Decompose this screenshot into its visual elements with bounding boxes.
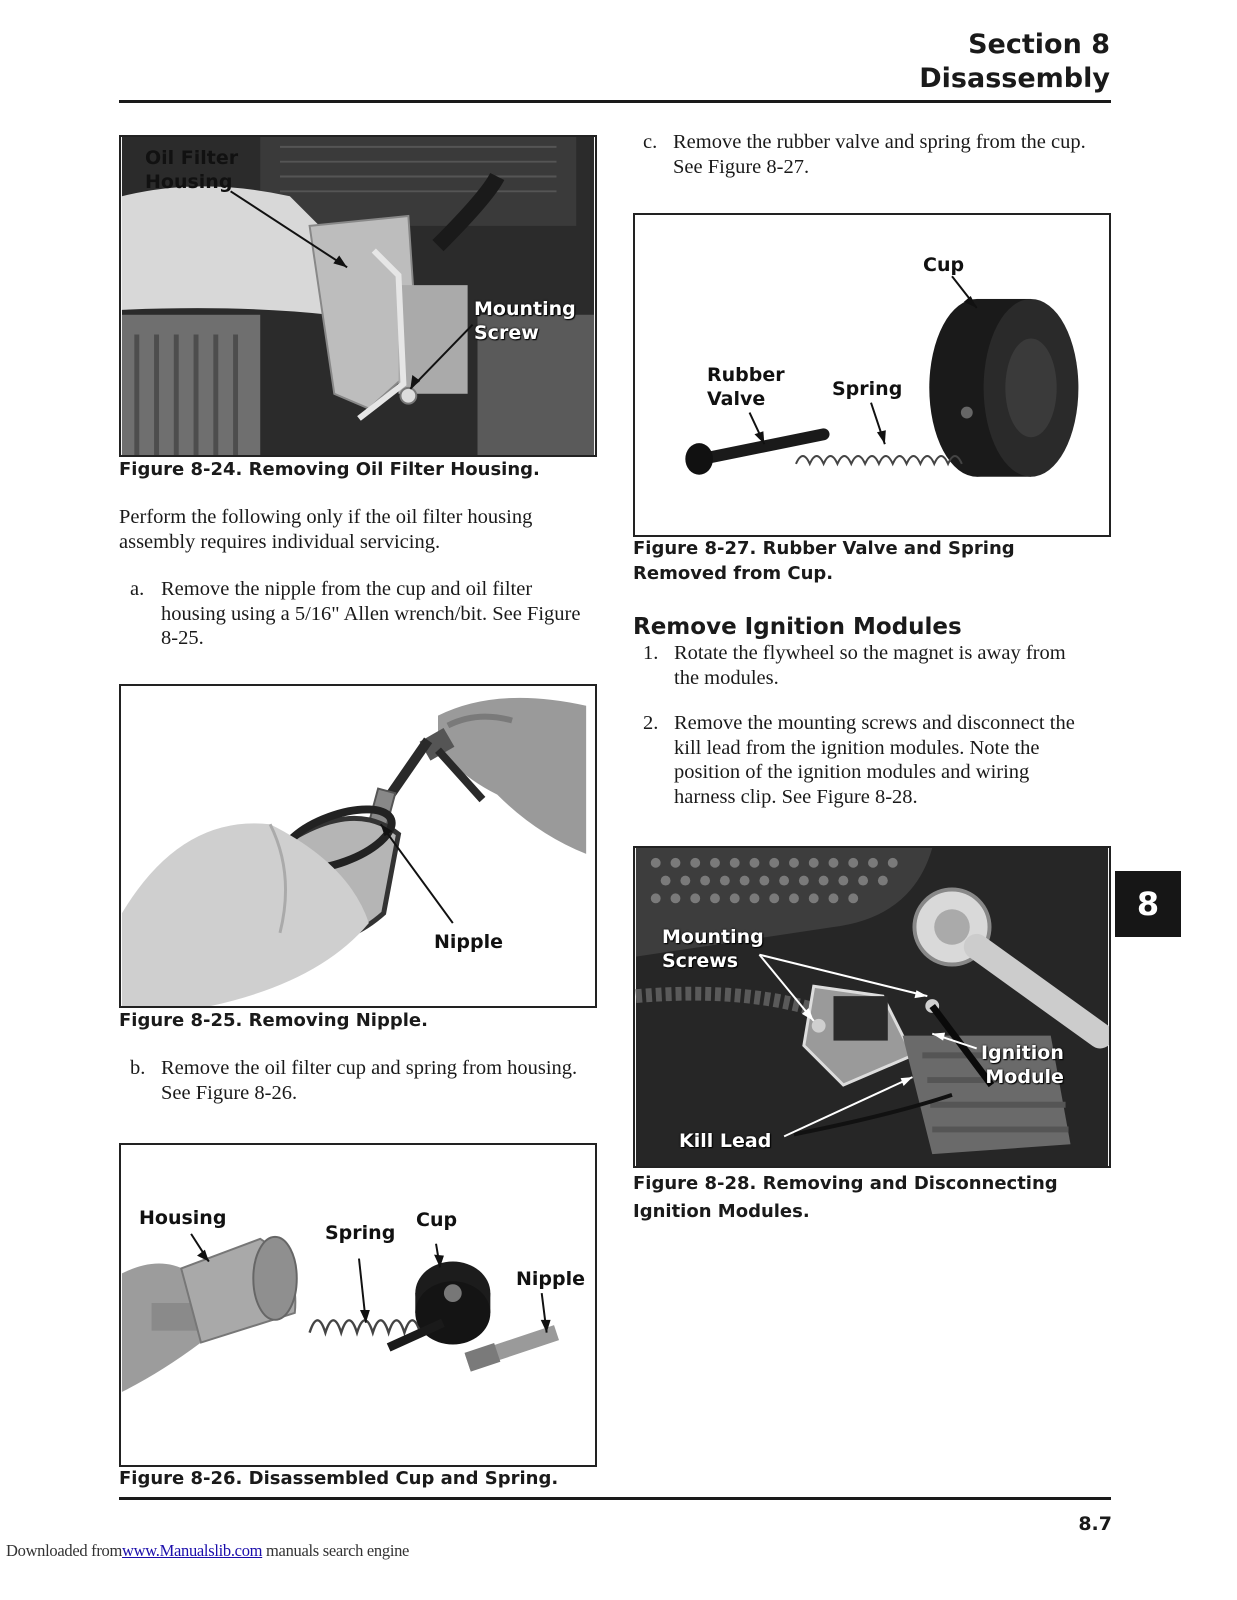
caption-figure-8-24: Figure 8-24. Removing Oil Filter Housing. <box>119 459 540 480</box>
label-cup: Cup <box>923 254 965 276</box>
footer-rule <box>119 1497 1111 1500</box>
header-rule <box>119 100 1111 103</box>
step-2-marker: 2. <box>643 712 659 734</box>
step-a-text: Remove the nipple from the cup and oil filter housing using a 5/16" Allen wrench/bit. See Figure 8-25. <box>161 578 581 649</box>
step-1-marker: 1. <box>643 642 659 664</box>
footer-prefix: Downloaded from <box>6 1541 123 1560</box>
caption-figure-8-27: Figure 8-27. Rubber Valve and Spring Removed from Cup. <box>633 538 1015 584</box>
label-mounting-screw: Mounting Screw <box>474 298 576 344</box>
label-ignition-module: Ignition Module <box>981 1042 1064 1088</box>
label-rubber-valve: Rubber Valve <box>707 364 785 410</box>
cup-and-spring-photo <box>121 1145 595 1465</box>
manualslib-link[interactable]: www.Manualslib.com <box>122 1541 263 1560</box>
step-c-marker: c. <box>643 131 658 153</box>
label-housing: Housing <box>139 1207 227 1229</box>
label-kill-lead: Kill Lead <box>679 1130 772 1152</box>
footer-suffix: manuals search engine <box>262 1541 410 1560</box>
figure-8-28 <box>633 846 1111 1168</box>
section-number: Section 8 <box>968 29 1110 60</box>
ignition-modules-photo <box>635 848 1109 1166</box>
download-footer <box>6 1541 409 1561</box>
label-cup: Cup <box>416 1209 458 1231</box>
caption-figure-8-28: Figure 8-28. Removing and Disconnecting Ignition Modules. <box>633 1173 1058 1222</box>
figure-8-27 <box>633 213 1111 537</box>
caption-figure-8-25: Figure 8-25. Removing Nipple. <box>119 1010 428 1031</box>
figure-8-25 <box>119 684 597 1008</box>
step-b-text: Remove the oil filter cup and spring from housing. See Figure 8-26. <box>161 1057 578 1104</box>
step-2-text: Remove the mounting screws and disconnect the kill lead from the ignition modules. Note the position of the ignition modules and wiring harness clip. See Figure 8-28. <box>674 712 1075 808</box>
label-spring: Spring <box>832 378 903 400</box>
caption-figure-8-26: Figure 8-26. Disassembled Cup and Spring. <box>119 1468 559 1489</box>
figure-8-24 <box>119 135 597 457</box>
step-c-text: Remove the rubber valve and spring from the cup. See Figure 8-27. <box>673 131 1086 178</box>
page-number: 8.7 <box>1078 1513 1112 1535</box>
label-oil-filter-housing: Oil Filter Housing <box>145 147 239 193</box>
step-b-marker: b. <box>130 1057 146 1079</box>
label-nipple: Nipple <box>434 931 504 953</box>
intro-paragraph: Perform the following only if the oil filter housing assembly requires individual servicing. <box>119 506 533 553</box>
removing-nipple-photo <box>121 686 595 1006</box>
figure-8-26 <box>119 1143 597 1467</box>
section-title: Disassembly <box>919 63 1110 94</box>
step-a-marker: a. <box>130 578 145 600</box>
label-nipple: Nipple <box>516 1268 586 1290</box>
step-1-text: Rotate the flywheel so the magnet is away from the modules. <box>674 642 1066 689</box>
heading-remove-ignition-modules: Remove Ignition Modules <box>633 614 962 640</box>
label-mounting-screws: Mounting Screws <box>662 926 764 972</box>
label-spring: Spring <box>325 1222 396 1244</box>
section-tab: 8 <box>1115 871 1181 937</box>
